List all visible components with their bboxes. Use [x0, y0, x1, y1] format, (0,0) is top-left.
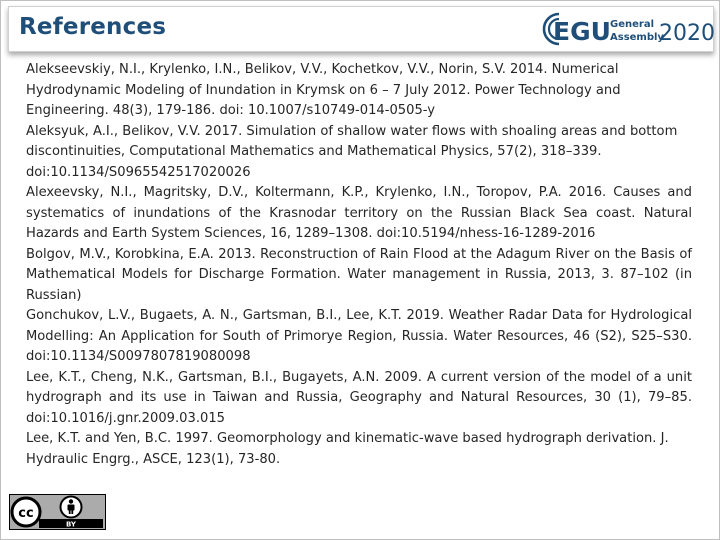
cc-by-license-badge — [9, 494, 106, 530]
reference-item: Aleksyuk, A.I., Belikov, V.V. 2017. Simulation of shallow water flows with shoaling areas and bottom discontinuities, Computational Mathematics and Mathematical Physics, 57(2), 318–339. doi:10.1134/S0965542517020026 — [26, 123, 678, 180]
svg-text:cc: cc — [18, 506, 34, 521]
egu-year: 2020 — [659, 21, 715, 46]
reference-item: Alexeevsky, N.I., Magritsky, D.V., Koltermann, K.P., Krylenko, I.N., Toropov, P.A. 2016. Causes and systematics of inundations of the Krasnodar territory on the Russian Black Sea coast. Natural Hazards and Earth System Sciences, 16, 1289–1308. doi:10.5194/nhess-16-1289-2016 — [26, 185, 692, 241]
egu-line1: General — [610, 19, 654, 30]
reference-item: Lee, K.T., Cheng, N.K., Gartsman, B.I., Bugayets, A.N. 2009. A current version of the model of a unit hydrograph and its use in Taiwan and Russia, Geography and Natural Resources, 30 (1), 79–85. doi:10.1016/j.gnr.2009.03.015 — [26, 369, 692, 426]
by-person-icon — [61, 497, 82, 518]
reference-list — [26, 60, 692, 470]
egu-mark: EGU — [553, 17, 611, 46]
page-title: References — [19, 14, 167, 40]
reference-item: Gonchukov, L.V., Bugaets, A. N., Gartsman, B.I., Lee, K.T. 2019. Weather Radar Data for Hydrological Modelling: An Application for South of Primorye Region, Russia. Water Resources, 46 (S2), S25–S30. doi:10.1134/S0097807819080098 — [26, 308, 692, 364]
cc-icon — [12, 498, 40, 526]
by-label: BY — [65, 520, 77, 529]
reference-item: Alekseevskiy, N.I., Krylenko, I.N., Belikov, V.V., Kochetkov, V.V., Norin, S.V. 2014. Numerical Hydrodynamic Modeling of Inundation in Krymsk on 6 – 7 July 2012. Power Technology and Engineering. 48(3), 179-186. doi: 10.1007/s10749-014-0505-y — [26, 62, 621, 118]
reference-item: Lee, K.T. and Yen, B.C. 1997. Geomorphology and kinematic-wave based hydrograph derivation. J. Hydraulic Engrg., ASCE, 123(1), 73-80. — [26, 431, 669, 467]
egu-line2: Assembly — [610, 32, 664, 43]
egu-logo — [541, 11, 715, 47]
slide-header — [8, 6, 714, 52]
reference-item: Bolgov, M.V., Korobkina, E.A. 2013. Reconstruction of Rain Flood at the Adagum River on the Basis of Mathematical Models for Discharge Formation. Water management in Russia, 2013, 3. 87–102 (in Russian) — [26, 246, 692, 303]
